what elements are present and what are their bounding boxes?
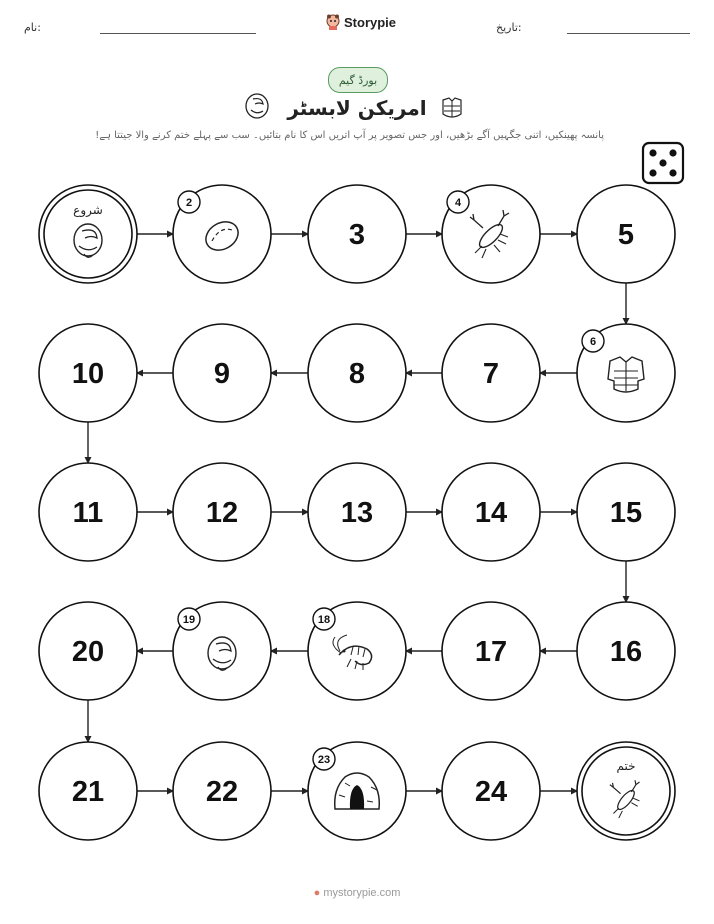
- space-17: [442, 602, 540, 700]
- space-number: 22: [205, 776, 239, 808]
- space-22: [173, 742, 271, 840]
- space-24: [442, 742, 540, 840]
- space-number: 6: [589, 336, 597, 348]
- space-number: 3: [348, 219, 366, 251]
- space-number: 24: [474, 776, 508, 808]
- space-18: [308, 602, 406, 700]
- space-3: [308, 185, 406, 283]
- space-number: 7: [482, 358, 500, 390]
- footer: [0, 887, 714, 899]
- dice-icon: [643, 143, 683, 183]
- space-14: [442, 463, 540, 561]
- space-number: 9: [213, 358, 231, 390]
- space-8: [308, 324, 406, 422]
- space-number: 8: [348, 358, 366, 390]
- space-number: 17: [474, 636, 508, 668]
- brand-name: Storypie: [344, 14, 397, 30]
- board-game-badge: بورڈ گیم: [328, 67, 388, 93]
- space-number: 18: [317, 614, 331, 626]
- space-21: [39, 742, 137, 840]
- space-6: [577, 324, 675, 422]
- space-number: 23: [317, 754, 331, 766]
- space-number: 10: [71, 358, 105, 390]
- space-5: [577, 185, 675, 283]
- space-4: [442, 185, 540, 283]
- space-11: [39, 463, 137, 561]
- space-12: [173, 463, 271, 561]
- space-16: [577, 602, 675, 700]
- space-23: [308, 742, 406, 840]
- space-7: [442, 324, 540, 422]
- space-number: 14: [474, 497, 508, 529]
- space-number: 4: [454, 197, 462, 209]
- shell-armor-icon: [443, 98, 461, 117]
- space-19: [173, 602, 271, 700]
- space-13: [308, 463, 406, 561]
- date-label: تاریخ:: [496, 21, 522, 34]
- space-number: 20: [71, 636, 105, 668]
- space-9: [173, 324, 271, 422]
- finish-label: ختم: [616, 759, 636, 773]
- space-number: 12: [205, 497, 239, 529]
- space-2: [173, 185, 271, 283]
- footer-url: mystorypie.com: [323, 887, 401, 899]
- start-label: شروع: [73, 203, 103, 217]
- space-number: 19: [182, 614, 196, 626]
- start-space: [39, 185, 137, 283]
- space-number: 15: [609, 497, 643, 529]
- space-number: 11: [72, 497, 104, 529]
- space-20: [39, 602, 137, 700]
- space-number: 2: [185, 197, 193, 209]
- space-number: 21: [71, 776, 105, 808]
- space-15: [577, 463, 675, 561]
- space-10: [39, 324, 137, 422]
- finish-space: [577, 742, 675, 840]
- space-number: 13: [340, 497, 374, 529]
- space-number: 16: [609, 636, 643, 668]
- footer-mascot-icon: ●: [313, 887, 321, 899]
- name-label: نام:: [24, 21, 41, 34]
- space-number: 5: [617, 219, 635, 251]
- board-spaces: [39, 185, 675, 840]
- instructions-text: پانسہ پھینکیں، اتنی جگہیں آگے بڑھیں، اور جس تصویر پر آپ اتریں اس کا نام بتائیں۔ سب سے پہلے ختم کرنے والا جیتتا ہے!: [95, 130, 604, 141]
- claw-icon: [246, 94, 268, 118]
- page-title: امریکن لابسٹر: [287, 96, 427, 120]
